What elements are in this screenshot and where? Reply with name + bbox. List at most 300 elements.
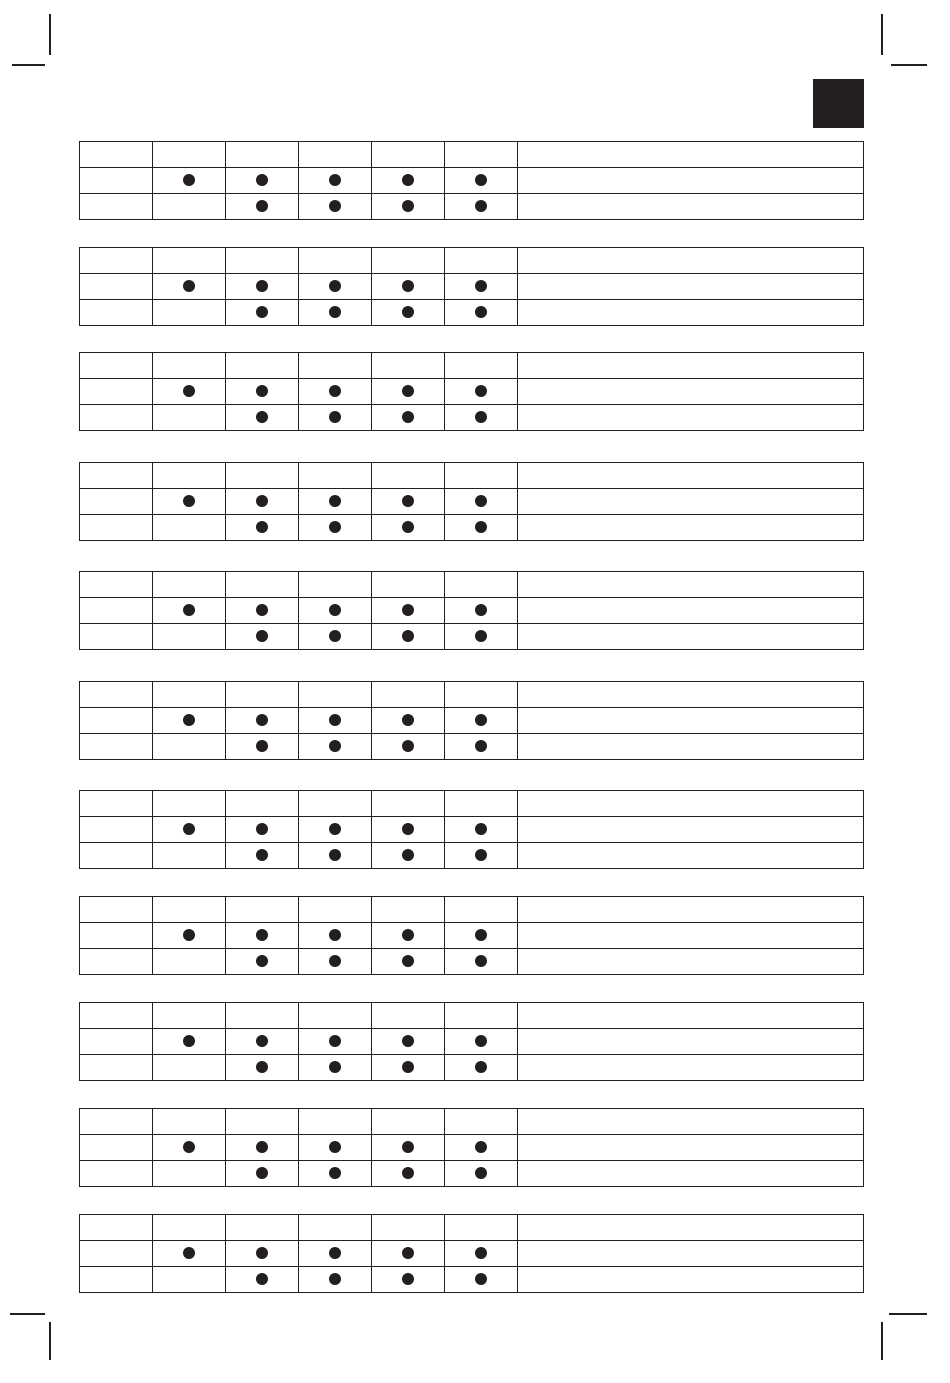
- bullet-dot-icon: [402, 1061, 414, 1073]
- crop-mark-bottom-right-horizontal: [889, 1313, 927, 1315]
- table-row: [80, 791, 864, 817]
- compatibility-tables: [79, 0, 865, 1383]
- bullet-dot-icon: [256, 174, 268, 186]
- table-cell: [299, 405, 372, 431]
- table-cell: [372, 572, 445, 598]
- table-cell: [153, 300, 226, 326]
- table-cell: [372, 1161, 445, 1187]
- bullet-dot-icon: [329, 385, 341, 397]
- table-cell: [299, 624, 372, 650]
- table-cell-description: [518, 598, 864, 624]
- table-cell: [226, 1135, 299, 1161]
- bullet-dot-icon: [256, 280, 268, 292]
- table-cell: [372, 949, 445, 975]
- table-cell: [226, 1161, 299, 1187]
- table-cell: [226, 248, 299, 274]
- table-cell: [226, 405, 299, 431]
- table-cell-description: [518, 708, 864, 734]
- table-cell: [372, 515, 445, 541]
- table-cell: [80, 624, 153, 650]
- bullet-dot-icon: [402, 849, 414, 861]
- table-cell: [299, 1267, 372, 1293]
- table-cell: [299, 379, 372, 405]
- bullet-dot-icon: [402, 385, 414, 397]
- table-cell: [445, 463, 518, 489]
- table-cell: [372, 194, 445, 220]
- table-cell: [299, 598, 372, 624]
- bullet-dot-icon: [402, 1035, 414, 1047]
- table-cell: [226, 923, 299, 949]
- bullet-dot-icon: [475, 411, 487, 423]
- table-cell-description: [518, 353, 864, 379]
- bullet-dot-icon: [183, 280, 195, 292]
- table-cell: [153, 1215, 226, 1241]
- table-cell: [372, 1241, 445, 1267]
- bullet-dot-icon: [329, 306, 341, 318]
- bullet-dot-icon: [256, 1247, 268, 1259]
- table-cell: [372, 897, 445, 923]
- table-cell: [372, 1267, 445, 1293]
- bullet-dot-icon: [475, 823, 487, 835]
- bullet-dot-icon: [402, 1273, 414, 1285]
- bullet-dot-icon: [475, 929, 487, 941]
- table-cell: [80, 194, 153, 220]
- bullet-dot-icon: [475, 1061, 487, 1073]
- table-cell: [80, 489, 153, 515]
- bullet-dot-icon: [329, 849, 341, 861]
- table-row: [80, 817, 864, 843]
- table-row: [80, 142, 864, 168]
- table-cell: [226, 572, 299, 598]
- table-cell: [445, 1241, 518, 1267]
- table-cell: [372, 142, 445, 168]
- bullet-dot-icon: [256, 306, 268, 318]
- table-cell: [153, 515, 226, 541]
- table-cell: [299, 1003, 372, 1029]
- table-cell: [226, 1241, 299, 1267]
- table-row: [80, 248, 864, 274]
- bullet-dot-icon: [329, 823, 341, 835]
- table-cell-description: [518, 1267, 864, 1293]
- table-cell: [445, 1161, 518, 1187]
- table-cell: [80, 168, 153, 194]
- table-cell-description: [518, 1215, 864, 1241]
- table-cell: [80, 248, 153, 274]
- table-cell: [226, 353, 299, 379]
- table-cell: [445, 949, 518, 975]
- bullet-dot-icon: [402, 955, 414, 967]
- table-cell: [299, 1135, 372, 1161]
- bullet-dot-icon: [256, 1061, 268, 1073]
- table-cell: [372, 923, 445, 949]
- table-row: [80, 515, 864, 541]
- bullet-dot-icon: [329, 200, 341, 212]
- bullet-dot-icon: [256, 200, 268, 212]
- table-cell: [445, 1135, 518, 1161]
- table-cell: [299, 515, 372, 541]
- table-cell-description: [518, 248, 864, 274]
- table-cell: [299, 1109, 372, 1135]
- table-row: [80, 274, 864, 300]
- table-cell-description: [518, 843, 864, 869]
- bullet-dot-icon: [256, 823, 268, 835]
- table-cell-description: [518, 463, 864, 489]
- table-cell: [372, 1055, 445, 1081]
- table-cell: [153, 1109, 226, 1135]
- bullet-dot-icon: [475, 1141, 487, 1153]
- table-row: [80, 843, 864, 869]
- table-cell: [226, 463, 299, 489]
- table-cell: [372, 463, 445, 489]
- table-cell: [80, 1055, 153, 1081]
- table-cell: [226, 379, 299, 405]
- table-cell: [372, 1109, 445, 1135]
- table-cell: [445, 194, 518, 220]
- table-cell: [153, 1055, 226, 1081]
- bullet-dot-icon: [329, 1035, 341, 1047]
- table-row: [80, 572, 864, 598]
- crop-mark-top-right-horizontal: [891, 64, 927, 66]
- table-cell: [226, 1109, 299, 1135]
- table-cell: [226, 1267, 299, 1293]
- table-cell: [372, 379, 445, 405]
- grid-table: [79, 352, 864, 431]
- table-cell: [445, 624, 518, 650]
- bullet-dot-icon: [329, 1273, 341, 1285]
- bullet-dot-icon: [256, 1167, 268, 1179]
- table-cell: [80, 734, 153, 760]
- table-cell: [445, 405, 518, 431]
- table-cell: [226, 515, 299, 541]
- table-cell: [445, 142, 518, 168]
- bullet-dot-icon: [183, 823, 195, 835]
- table-cell-description: [518, 274, 864, 300]
- table-cell: [372, 248, 445, 274]
- table-cell: [226, 843, 299, 869]
- bullet-dot-icon: [256, 1141, 268, 1153]
- table-cell: [153, 1003, 226, 1029]
- table-cell: [299, 923, 372, 949]
- bullet-dot-icon: [183, 174, 195, 186]
- table-row: [80, 1109, 864, 1135]
- table-cell: [445, 1215, 518, 1241]
- table-cell: [226, 734, 299, 760]
- bullet-dot-icon: [329, 280, 341, 292]
- table-cell: [153, 379, 226, 405]
- bullet-dot-icon: [475, 200, 487, 212]
- table-row: [80, 489, 864, 515]
- bullet-dot-icon: [402, 521, 414, 533]
- bullet-dot-icon: [183, 714, 195, 726]
- table-cell-description: [518, 1003, 864, 1029]
- bullet-dot-icon: [402, 630, 414, 642]
- bullet-dot-icon: [402, 604, 414, 616]
- bullet-dot-icon: [183, 929, 195, 941]
- table-row: [80, 379, 864, 405]
- table-cell: [372, 1215, 445, 1241]
- table-cell: [445, 923, 518, 949]
- table-cell: [445, 572, 518, 598]
- table-cell: [153, 194, 226, 220]
- bullet-dot-icon: [329, 1141, 341, 1153]
- bullet-dot-icon: [402, 1141, 414, 1153]
- crop-mark-top-left-vertical: [49, 14, 51, 55]
- bullet-dot-icon: [475, 740, 487, 752]
- table-cell: [226, 1215, 299, 1241]
- table-cell: [80, 598, 153, 624]
- table-cell: [153, 142, 226, 168]
- bullet-dot-icon: [183, 495, 195, 507]
- table-cell: [445, 817, 518, 843]
- crop-mark-bottom-right-vertical: [881, 1322, 883, 1360]
- table-row: [80, 1135, 864, 1161]
- bullet-dot-icon: [475, 1035, 487, 1047]
- bullet-dot-icon: [256, 521, 268, 533]
- table-cell: [299, 817, 372, 843]
- table-cell: [153, 1161, 226, 1187]
- bullet-dot-icon: [402, 306, 414, 318]
- table-cell: [299, 194, 372, 220]
- bullet-dot-icon: [256, 604, 268, 616]
- table-cell: [445, 1003, 518, 1029]
- table-cell: [226, 168, 299, 194]
- table-row: [80, 923, 864, 949]
- table-cell: [372, 274, 445, 300]
- bullet-dot-icon: [402, 823, 414, 835]
- table-row: [80, 1055, 864, 1081]
- table-cell: [80, 1241, 153, 1267]
- table-cell: [226, 489, 299, 515]
- bullet-dot-icon: [475, 604, 487, 616]
- table-cell: [445, 1029, 518, 1055]
- bullet-dot-icon: [475, 1273, 487, 1285]
- bullet-dot-icon: [256, 740, 268, 752]
- table-row: [80, 682, 864, 708]
- table-cell: [80, 1267, 153, 1293]
- table-cell: [226, 897, 299, 923]
- table-row: [80, 624, 864, 650]
- table-cell: [299, 248, 372, 274]
- table-cell: [226, 1003, 299, 1029]
- table-cell: [445, 248, 518, 274]
- bullet-dot-icon: [475, 280, 487, 292]
- table-row: [80, 1029, 864, 1055]
- table-cell: [372, 682, 445, 708]
- table-cell: [445, 300, 518, 326]
- table-cell: [153, 843, 226, 869]
- table-cell-description: [518, 194, 864, 220]
- table-cell: [445, 489, 518, 515]
- table-row: [80, 708, 864, 734]
- table-row: [80, 1003, 864, 1029]
- table-cell: [153, 734, 226, 760]
- table-cell-description: [518, 1241, 864, 1267]
- table-cell: [299, 489, 372, 515]
- bullet-dot-icon: [256, 714, 268, 726]
- grid-table: [79, 896, 864, 975]
- table-cell: [299, 274, 372, 300]
- table-cell: [226, 142, 299, 168]
- table-cell: [226, 708, 299, 734]
- grid-table: [79, 462, 864, 541]
- table-cell: [80, 791, 153, 817]
- bullet-dot-icon: [329, 1247, 341, 1259]
- bullet-dot-icon: [402, 929, 414, 941]
- table-cell-description: [518, 1161, 864, 1187]
- table-cell: [226, 791, 299, 817]
- bullet-dot-icon: [256, 385, 268, 397]
- table-cell: [299, 1055, 372, 1081]
- table-cell: [372, 405, 445, 431]
- table-cell: [153, 1029, 226, 1055]
- bullet-dot-icon: [183, 1035, 195, 1047]
- table-cell: [445, 897, 518, 923]
- table-cell: [80, 1003, 153, 1029]
- table-cell: [299, 949, 372, 975]
- table-cell: [299, 734, 372, 760]
- table-cell: [226, 1055, 299, 1081]
- table-cell-description: [518, 168, 864, 194]
- bullet-dot-icon: [329, 411, 341, 423]
- table-cell: [153, 791, 226, 817]
- table-cell: [299, 142, 372, 168]
- table-row: [80, 353, 864, 379]
- table-row: [80, 1267, 864, 1293]
- table-cell: [372, 1135, 445, 1161]
- table-row: [80, 1241, 864, 1267]
- table-cell: [372, 843, 445, 869]
- table-cell: [299, 1215, 372, 1241]
- table-cell: [153, 1241, 226, 1267]
- table-cell: [372, 1003, 445, 1029]
- table-cell: [445, 791, 518, 817]
- table-cell: [153, 248, 226, 274]
- table-cell: [80, 274, 153, 300]
- table-cell-description: [518, 1135, 864, 1161]
- table-cell: [445, 515, 518, 541]
- bullet-dot-icon: [329, 630, 341, 642]
- table-cell: [445, 1267, 518, 1293]
- bullet-dot-icon: [329, 521, 341, 533]
- table-cell-description: [518, 405, 864, 431]
- table-cell: [445, 168, 518, 194]
- table-cell-description: [518, 897, 864, 923]
- grid-table: [79, 1108, 864, 1187]
- table-cell: [372, 598, 445, 624]
- table-row: [80, 194, 864, 220]
- grid-table: [79, 1214, 864, 1293]
- bullet-dot-icon: [402, 280, 414, 292]
- bullet-dot-icon: [402, 740, 414, 752]
- bullet-dot-icon: [475, 955, 487, 967]
- table-cell: [153, 463, 226, 489]
- table-cell: [153, 168, 226, 194]
- table-cell: [299, 897, 372, 923]
- bullet-dot-icon: [402, 1247, 414, 1259]
- table-cell: [372, 708, 445, 734]
- table-cell: [153, 274, 226, 300]
- bullet-dot-icon: [475, 306, 487, 318]
- table-cell: [372, 168, 445, 194]
- table-cell: [80, 515, 153, 541]
- table-row: [80, 405, 864, 431]
- table-cell: [372, 791, 445, 817]
- table-cell: [80, 1109, 153, 1135]
- bullet-dot-icon: [329, 929, 341, 941]
- bullet-dot-icon: [183, 1247, 195, 1259]
- bullet-dot-icon: [183, 1141, 195, 1153]
- table-cell-description: [518, 682, 864, 708]
- bullet-dot-icon: [329, 604, 341, 616]
- bullet-dot-icon: [402, 411, 414, 423]
- bullet-dot-icon: [183, 604, 195, 616]
- table-cell: [226, 274, 299, 300]
- table-cell: [372, 624, 445, 650]
- table-cell: [445, 1055, 518, 1081]
- bullet-dot-icon: [183, 385, 195, 397]
- bullet-dot-icon: [256, 630, 268, 642]
- table-row: [80, 1161, 864, 1187]
- table-cell-description: [518, 515, 864, 541]
- table-row: [80, 463, 864, 489]
- bullet-dot-icon: [329, 1167, 341, 1179]
- bullet-dot-icon: [329, 955, 341, 967]
- table-row: [80, 949, 864, 975]
- table-cell-description: [518, 572, 864, 598]
- bullet-dot-icon: [329, 740, 341, 752]
- table-cell-description: [518, 949, 864, 975]
- table-cell: [226, 817, 299, 843]
- table-cell-description: [518, 1109, 864, 1135]
- bullet-dot-icon: [329, 495, 341, 507]
- table-cell: [372, 734, 445, 760]
- bullet-dot-icon: [475, 1167, 487, 1179]
- table-cell: [80, 300, 153, 326]
- crop-mark-top-left-horizontal: [12, 64, 45, 66]
- table-cell: [153, 489, 226, 515]
- table-cell: [299, 1161, 372, 1187]
- table-cell: [299, 791, 372, 817]
- table-cell: [299, 300, 372, 326]
- bullet-dot-icon: [402, 200, 414, 212]
- crop-mark-bottom-left-vertical: [49, 1322, 51, 1360]
- bullet-dot-icon: [402, 495, 414, 507]
- table-cell: [80, 353, 153, 379]
- bullet-dot-icon: [256, 1273, 268, 1285]
- bullet-dot-icon: [329, 1061, 341, 1073]
- table-cell: [299, 463, 372, 489]
- bullet-dot-icon: [329, 714, 341, 726]
- table-row: [80, 897, 864, 923]
- table-cell: [153, 949, 226, 975]
- table-cell: [80, 142, 153, 168]
- table-cell: [226, 624, 299, 650]
- table-cell: [445, 598, 518, 624]
- table-cell: [153, 624, 226, 650]
- table-cell: [226, 949, 299, 975]
- crop-mark-top-right-vertical: [881, 14, 883, 55]
- table-cell: [299, 1241, 372, 1267]
- bullet-dot-icon: [402, 174, 414, 186]
- grid-table: [79, 681, 864, 760]
- table-cell: [80, 1161, 153, 1187]
- table-cell: [372, 1029, 445, 1055]
- bullet-dot-icon: [256, 955, 268, 967]
- grid-table: [79, 571, 864, 650]
- table-cell-description: [518, 923, 864, 949]
- grid-table: [79, 141, 864, 220]
- table-cell: [445, 843, 518, 869]
